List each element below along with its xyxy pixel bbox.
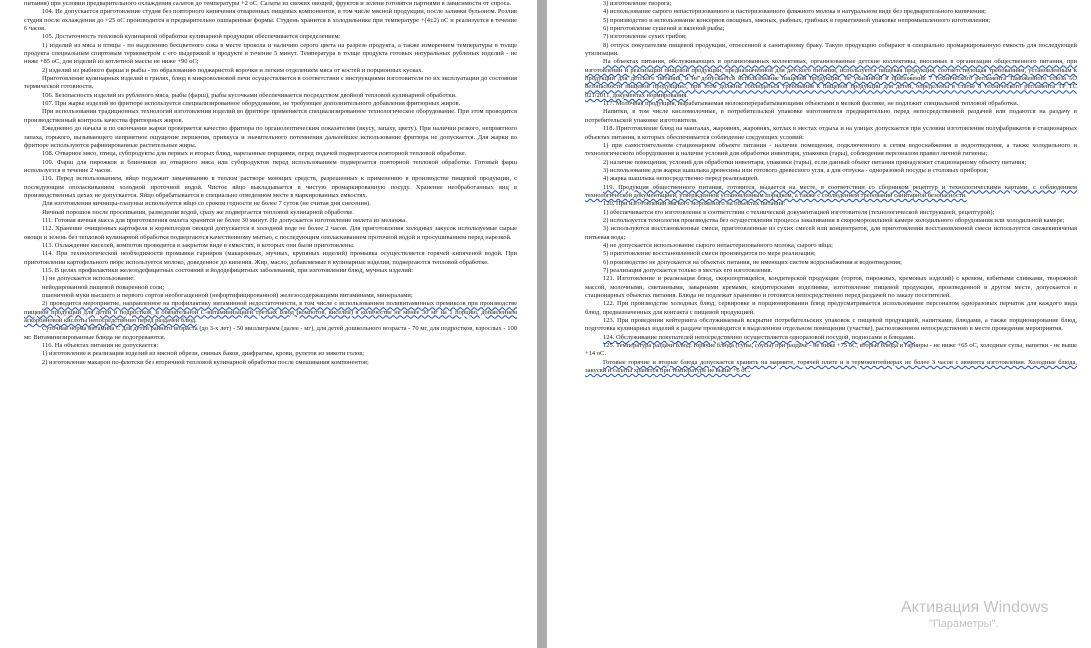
- paragraph: 110. Перед использованием, яйцо подлежит замачиванию в теплом растворе моющих средств, разрешенных к применению в производстве пищевой продукции, с последующим ополаскиванием холодной проточной водой. Чистое яйцо выкладывается в чистую промаркированную посуду. Хранение необработанных яиц в производственных цехах не допускается. Яйцо обрабатывается в специально отведенном месте в маркированных емкостях.: [24, 175, 517, 199]
- paragraph: 117. Молочная продукция, вырабатываемая молокоперерабатывающими объектами в мелкой фасовке, не подлежит специальной тепловой обработки.: [603, 100, 1019, 108]
- paragraph: На объектах питания, обслуживающих в организованных коллективах, организованные детские коллективы, вносимые в организации общественного питания, при изготовлении и реализации пищевой продукции, предназначенной для детского питания, используется пищевая продукция, соответствующая требованиям, установленным к продукции для детского питания, и не допускается использование пищевой продукции, не указанной в приложении 7 технического регламента Таможенного союза «О безопасности пищевой продукции», при этом должны соблюдаться требования к пищевой продукции для детей, определены в статье 8 технического регламента ТР ТС 021/2011, документах нормирования.: [585, 58, 1077, 99]
- paragraph: нейодированной пищевой поваренной соли;: [42, 283, 165, 291]
- paragraph: 1) изготовление и реализация изделий из мясной обрези, свиных баков, диафрагмы, крови, рулетов из мякоти голов;: [42, 350, 365, 358]
- paragraph: 118. Приготовление блюд на мангалах, жаровнях, жаровнях, котлах в местах отдыха и на улицах допускается при условии изготовления полуфабрикатов в стационарных объектах питания, в которых обеспечивается соблюдение следующих условий:: [585, 125, 1077, 141]
- paragraph: 7) реализация допускается только в местах его изготовления.: [603, 267, 773, 274]
- paragraph: 2) изделий из рыбного фарша и рыбы - по образованию поджаристой корочки и легким отделением мяса от костей и порционных кусках.: [42, 66, 424, 74]
- document-page-left: [0, 0, 537, 648]
- paragraph: 2) используется технология производства без осуществления процесса закаливания в скороморозильной камере холодильного оборудования или холодильной камере;: [603, 216, 1065, 224]
- paragraph: 6) приготовление сушеной и вяленой рыбы;: [603, 25, 725, 33]
- paragraph: 124. Обслуживание покупателей непосредственно осуществляется одноразовой посудой, подносами и блюдами.: [603, 333, 915, 341]
- paragraph: Суточная норма витамина С для детей раннего возраста (до 3-х лет) - 50 миллиграмм (далее - мг), для детей дошкольного возраста - 70 мг, для подростков, взрослых - 100 мг. Витаминизированные блюда не подогреваются.: [24, 325, 517, 341]
- paragraph: 105. Достаточность тепловой кулинарной обработки кулинарной продукции обеспечивается определением:: [42, 33, 341, 41]
- paragraph: 120. При изготовлении мягкого мороженого на объектах питания:: [603, 200, 786, 208]
- paragraph: 111. Готовая яичная масса для приготовления омлета хранится не более 30 минут. Не допускается изготовление омлета из меланжа.: [42, 216, 407, 224]
- paragraph: 7) изготовление сухих грибов;: [603, 33, 687, 41]
- paragraph: питания) при условии предварительного охлаждения салатов до температуры +2 оС. Салаты из свежих овощей, фруктов и зелени готовятся партиями в зависимости от спроса.: [24, 0, 512, 7]
- paragraph: 119. Продукция общественного питания, готовится, выдается на месте, в соответствии со сборником рецептур и технологическими картами, с соблюдением технологической документацией, утвержденной установленным порядком, а также с соблюдением требований санитарной безопасности.: [585, 183, 1077, 199]
- paragraph: 3) использование для жарки шашлыка древесины или готового древесного угля, а для отпуска - одноразовой посуды и столовых приборов;: [603, 166, 989, 174]
- paragraph: 5) производство и использование консервов овощных, мясных, рыбных, грибных в герметичной упаковке непромышленного изготовления;: [603, 16, 991, 24]
- paragraph: 2) изготовление макарон по-флотски без вторичной тепловой кулинарной обработки после смешивания компонентов;: [42, 358, 369, 366]
- paragraph: 112. Хранение очищенных картофеля и корнеплодов овощей допускается в холодной воде не более 2 часов. Для приготовления холодных закусок используемые сырые овощи и зелень без тепловой кулинарной обработки подвергаются качественному мытью, с последующим ополаскиванием проточной водой и просушиванием перед нарезкой.: [24, 225, 517, 241]
- paragraph: 4) использование сырого непастеризованного и пастеризованного фляжного молока в натуральном виде без предварительного кипячения;: [603, 8, 986, 16]
- paragraph: 107. При жарке изделий во фритюре используется специализированное оборудование, не требующее дополнительного добавления фритюрных жиров.: [42, 100, 461, 108]
- paragraph: 2) наличие помещения, условий для обработки инвентаря, упаковки (тары), если данный объект питания принадлежит стационарному объекту питания;: [603, 158, 1027, 166]
- watermark-title: Активация Windows: [901, 599, 1049, 616]
- paragraph: 108. Отварное мясо, птица, субпродукты для первых и вторых блюд, нарезанные порциями, перед подачей подвергаются повторной тепловой обработке.: [42, 150, 467, 158]
- paragraph: 113. Охлаждение киселей, компотов проводится в закрытом виде в емкостях, в которых они были приготовлены.: [42, 241, 355, 249]
- paragraph: 4) жарка шашлыка непосредственно перед реализацией.: [603, 175, 759, 183]
- paragraph: 114. При технологической необходимости промывки гарниров (макаронных, мучных, крупяных изделий) промывка осуществляется горячей кипяченой водой. При приготовлении картофельного пюре используется молоко, доведенное до кипения. Жир, масло, добавляемые в кулинарные изделия, подвергаются тепловой обработке.: [24, 250, 517, 266]
- activation-watermark: [901, 600, 1091, 648]
- paragraph: 1) изделий из мяса и птицы - по выделению бесцветного сока в месте прокола и наличию серого цвета на разрезе продукта, а также измерением температуры в толще продукта специальным спиртовым термометром с его выдержкой в продукте в течение 5 минут. Температура в толще продукта готовых натуральных рубленых изделий - не ниже +85 оС, для изделий из котлетной массы не ниже +90 оС;: [24, 41, 517, 66]
- paragraph: 5) приготовление восстановленной смеси производится по мере реализации;: [603, 250, 816, 258]
- watermark-subtitle: "Параметры".: [929, 618, 999, 630]
- page-text-column: [24, 0, 517, 367]
- paragraph: 4) не допускается использование сырого непастеризованного молока, сырого яйца;: [603, 241, 833, 249]
- paragraph: Для изготовления яичницы-глазуньи используется яйцо со сроком годности не более 7 суток (не считая дня снесения).: [42, 200, 371, 208]
- paragraph: 125. Температура раздачи блюд: горячие блюда (супы, соусы) при раздаче - не ниже +75 оС, вторые блюда и гарниры - не ниже +65 оС, холодные супы, напитки - не выше +14 оС.: [585, 342, 1077, 358]
- paragraph: 115. В целях профилактики железодефицитных состояний и йододефицитных заболеваний, при изготовлении блюд, мучных изделий:: [42, 267, 414, 274]
- page-text-column: [585, 0, 1077, 375]
- paragraph: 1) при самостоятельном стационарном объекте питания - наличие помещения, подключенного к сетям водоснабжения и водоотведения, а также холодильного и технологического оборудования и наличие условий для обработки инвентаря, упаковки (тары), соблюдения персоналом правил личной гигиены;: [585, 141, 1077, 158]
- paragraph: 123. При проведении кейтеринга обслуживаемый вскрытие потребительских упаковок с пищевой продукцией, напитками, блюдами, а также порционирование блюд, подготовка кулинарных изделий к раздаче производится в выделенном отдельном помещении (участке), расположенном непосредственно в месте проведения мероприятия.: [585, 317, 1077, 333]
- paragraph: 106. Безопасность изделий из рубленого мяса, рыбы (фарш), рыбы кусочками обеспечивается посредством двойной тепловой кулинарной обработки.: [42, 91, 457, 99]
- paragraph: Приготовление кулинарных изделий в грилях, блюд в микроволновой печи осуществляется в соответствии с инструкциями изготовителя по их эксплуатации до состояния термической готовности.: [24, 75, 517, 91]
- paragraph: 8) отпуск покупателям пищевой продукции, отпесенной к санитарному браку. Такую продукцию собирают в специально промаркированную емкость для последующей утилизации.: [585, 41, 1077, 58]
- document-page-right: [547, 0, 1091, 648]
- paragraph: 116. На объектах питания не допускается:: [42, 342, 159, 350]
- paragraph: 109. Фарш для пирожков и блинчиков из отварного мяса или субпродуктов перед использованием подвергается повторной тепловой обработке. Готовый фарш используется в течение 2 часов.: [24, 158, 517, 174]
- paragraph: пшеничной муки высшего и первого сортов необогащенной (нефортифицированной) железосодержащими витаминами, минералами;: [42, 292, 413, 300]
- paragraph: 104. Не допускается приготовление студня без повторного кипячения отваренных пищевых компонентов, в том числе мясной продукции, после заливки бульоном. Розлив студня после охлаждения до +25 оС производится в предварительно ошпаренные формы. Студень хранится в холодильнике при температуре +(4±2) оС и реализуется в течение 6 часов.: [24, 8, 517, 33]
- paragraph: 121. Изготовление и реализация блюд, скоропортящейся, кондитерской продукции (тортов, пирожных, кремовых изделий) с кремом, взбитыми сливками, творожной массой, молочными, сметанными, заварными кремами, кондитерскими изделиями, изготовление пищевой продукции, произведенной в другом месте, допускается в стационарных объектах питания. Блюда не подлежат хранению и готовятся непосредственно перед раздачей по заказу посетителей.: [585, 275, 1077, 300]
- paragraph: 1) обеспечивается его изготовление в соответствии с технической документацией изготовителя (технологической инструкцией, рецептурой);: [603, 208, 995, 216]
- paragraph: 3) изготовление творога;: [603, 0, 672, 7]
- paragraph: Ежедневно до начала и по окончании жарки проверяется качество фритюра по органолептическим показателям (вкусу, запаху, цвету). При наличии резкого, неприятного запаха, горького, вызывающего неприятное ощущение першения, привкуса и значительного потемнения дальнейшее использование фритюра не допускается. Для жарки во фритюре используются рафинированные растительные жиры.: [24, 125, 517, 149]
- paragraph: Готовые горячие и вторые блюда допускается хранить на мармите, горячей плите и в термоконтейнерах не более 3 часов с момента изготовления. Холодные блюда, закуски и салаты хранятся при температуре не выше +6 оС.: [585, 358, 1077, 375]
- paragraph: Яичный порошок после просеивания, разведения водой, сразу же подвергается тепловой кулинарной обработке.: [42, 208, 354, 216]
- paragraph: Напитки, в том числе кисломолочные, в потребительской упаковке изготовителя предварительно перед непосредственной раздачей или подаются на раздачу в потребительской упаковке изготовителя.: [585, 108, 1077, 124]
- paragraph: 6) производство не допускается на объектах питания, не имеющих систем водоснабжения и водоотведения;: [603, 258, 902, 266]
- paragraph: 122. При производстве холодных блюд, сервировке и порционировании блюд предусматривается использование персоналом одноразовых перчаток для каждого вида блюд, предназначенных для контакта с пищевой продукцией.: [585, 300, 1077, 316]
- paragraph: 1) не допускается использование:: [42, 275, 135, 283]
- paragraph: 2) проводится мероприятие, направленное на профилактику витаминной недостаточности, в том числе с использованием поливитаминных премиксов при производстве пищевой продукции для детей и подростков, и обязательной С-витаминизацией третьих блюд (компотов, киселей) в количестве не менее 30 мг на 1 порцию, добавлением аскорбиновой кислоты непосредственно перед раздачей блюд.: [24, 300, 517, 325]
- paragraph: 3) используются восстановленные смеси, приготовленные из сухих смесей или концентратов, для приготовления восстановленной смеси используется свежекипяченая питьевая вода;: [585, 225, 1077, 241]
- paragraph: При использовании традиционных технологий изготовления изделий во фритюре применяется специализированное технологическое оборудование. При этом проводится производственный контроль качества фритюрных жиров.: [24, 108, 517, 124]
